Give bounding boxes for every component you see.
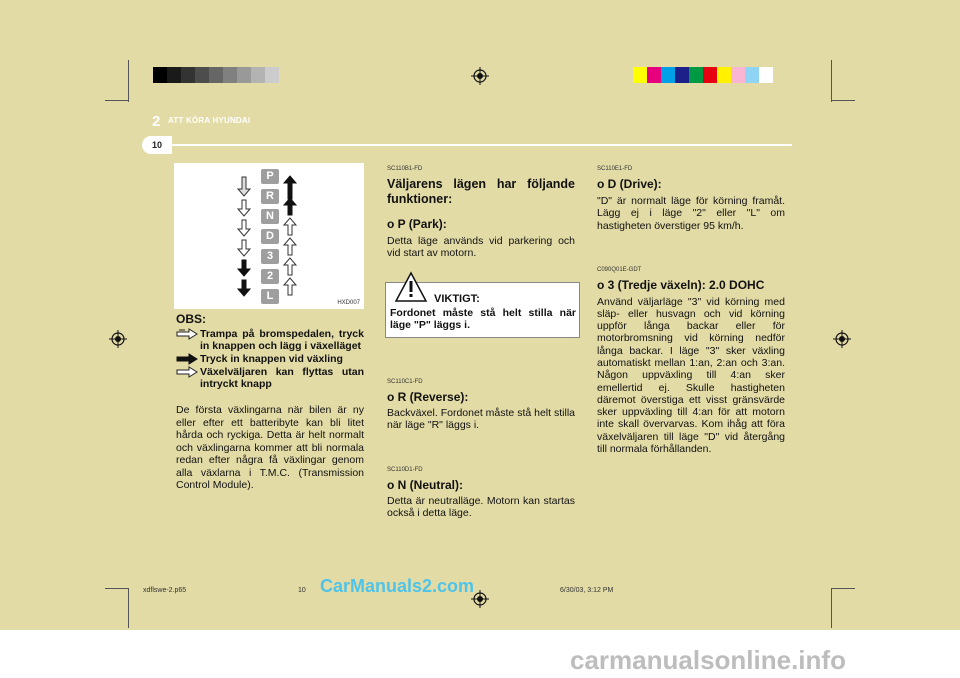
grayscale-bar [153, 67, 279, 83]
obs-item-text: Trampa på bromspedalen, tryck in knappen och lägg i växelläget [200, 328, 364, 352]
section-code: SC110C1-FD [387, 379, 423, 385]
drive-text: "D" är normalt läge för körning framåt. Lägg ej i läge "2" eller "L" om hastigheten överstiger 95 km/h. [597, 194, 785, 232]
color-swatch [759, 67, 773, 83]
obs-item-text: Tryck in knappen vid växling [200, 353, 343, 365]
neutral-section [387, 464, 575, 520]
footer-page: 10 [298, 587, 306, 594]
figure-code: HXD007 [337, 300, 360, 306]
section-code: C090Q01E-GDT [597, 267, 642, 273]
color-swatch [181, 67, 195, 83]
registration-mark-icon [833, 330, 851, 348]
color-swatch [237, 67, 251, 83]
crop-mark [128, 588, 129, 628]
reverse-text: Backväxel. Fordonet måste stå helt stilla när läge "R" läggs i. [387, 406, 575, 431]
gear-label-r: R [261, 189, 279, 204]
crop-mark [831, 588, 832, 628]
color-swatch [661, 67, 675, 83]
gear-label-2: 2 [261, 269, 279, 284]
drive-heading: o D (Drive): [597, 176, 662, 191]
left-arrows [238, 177, 250, 296]
color-swatch [703, 67, 717, 83]
color-swatch [717, 67, 731, 83]
section-code: SC110D1-FD [387, 467, 423, 473]
registration-mark-icon [471, 67, 489, 85]
color-swatch [675, 67, 689, 83]
page-number: 10 [142, 136, 172, 154]
drive-section [597, 163, 785, 232]
color-swatch [265, 67, 279, 83]
middle-column [387, 163, 575, 260]
crop-mark [831, 60, 832, 102]
header-rule [172, 144, 792, 146]
registration-mark-icon [109, 330, 127, 348]
park-heading: o P (Park): [387, 216, 447, 231]
section-heading: Väljarens lägen har följande funktioner: [387, 176, 575, 206]
third-gear-section [597, 264, 785, 455]
crop-mark [831, 588, 855, 589]
outline-pressed-arrow-icon [176, 328, 198, 340]
obs-paragraph: De första växlingarna när bilen är ny eller efter ett batteribyte kan bli litet hårda och ryckiga. Detta är helt normalt och växlingarna kommer att bli normala redan efter några få växlingar genom alla växlarna i T.M.C. (Transmission Control Module). [176, 404, 364, 491]
color-swatch [209, 67, 223, 83]
watermark-top[interactable]: CarManuals2.com [320, 576, 475, 596]
obs-title: OBS: [176, 312, 206, 326]
footer-datetime: 6/30/03, 3:12 PM [560, 587, 614, 594]
third-gear-text: Använd väljarläge "3" vid körning med släp- eller husvagn och vid körning uppför långa backar eller för motorbromsning vid körning nedför långa backar. I läge "3" sker växling automatiskt mellan 1:an, 2:an och 3:an. Någon uppväxling till 4:an sker emellertid ej. Skulle hastigheten däremot överstiga ett visst gränsvärde sker uppväxling till 4:an för att motorn inte skall övervarvas. Kom ihåg att föra växelväljaren till läge "D" vid återgång till normala förhållanden. [597, 295, 785, 456]
color-swatch [167, 67, 181, 83]
warning-text: Fordonet måste stå helt stilla när läge "P" läggs i. [390, 307, 576, 331]
color-swatch [223, 67, 237, 83]
watermark-bottom[interactable]: carmanualsonline.info [570, 645, 846, 675]
color-swatch [689, 67, 703, 83]
footer-file: xdflswe-2.p65 [143, 587, 187, 594]
gear-selector-figure [174, 163, 364, 309]
color-swatch [251, 67, 265, 83]
section-code: SC110B1-FD [387, 166, 423, 172]
crop-mark [105, 100, 129, 101]
gear-label-d: D [261, 229, 279, 244]
gear-label-l: L [261, 289, 279, 304]
gear-label-p: P [261, 169, 279, 184]
color-swatch [647, 67, 661, 83]
solid-arrow-icon [176, 353, 198, 365]
color-bar [633, 67, 773, 83]
chapter-title: ATT KÖRA HYUNDAI [168, 116, 251, 125]
outline-arrow-icon [176, 366, 198, 378]
warning-title: VIKTIGT: [434, 293, 480, 305]
color-swatch [153, 67, 167, 83]
chapter-number: 2 [152, 113, 161, 130]
gear-label-3: 3 [261, 249, 279, 264]
color-swatch [195, 67, 209, 83]
neutral-text: Detta är neutralläge. Motorn kan startas också i detta läge. [387, 494, 575, 519]
third-gear-heading: o 3 (Tredje växeln): 2.0 DOHC [597, 277, 765, 292]
neutral-heading: o N (Neutral): [387, 477, 463, 492]
section-code: SC110E1-FD [597, 166, 633, 172]
right-arrows [284, 176, 296, 295]
obs-item-text: Växelväljaren kan flyttas utan intryckt knapp [200, 366, 364, 390]
crop-mark [105, 588, 129, 589]
color-swatch [633, 67, 647, 83]
crop-mark [128, 60, 129, 102]
warning-box [385, 282, 580, 338]
color-swatch [731, 67, 745, 83]
reverse-heading: o R (Reverse): [387, 389, 469, 404]
color-swatch [745, 67, 759, 83]
crop-mark [831, 100, 855, 101]
reverse-section [387, 376, 575, 432]
warning-triangle-icon [394, 271, 428, 303]
park-text: Detta läge används vid parkering och vid start av motorn. [387, 234, 575, 259]
gear-label-n: N [261, 209, 279, 224]
